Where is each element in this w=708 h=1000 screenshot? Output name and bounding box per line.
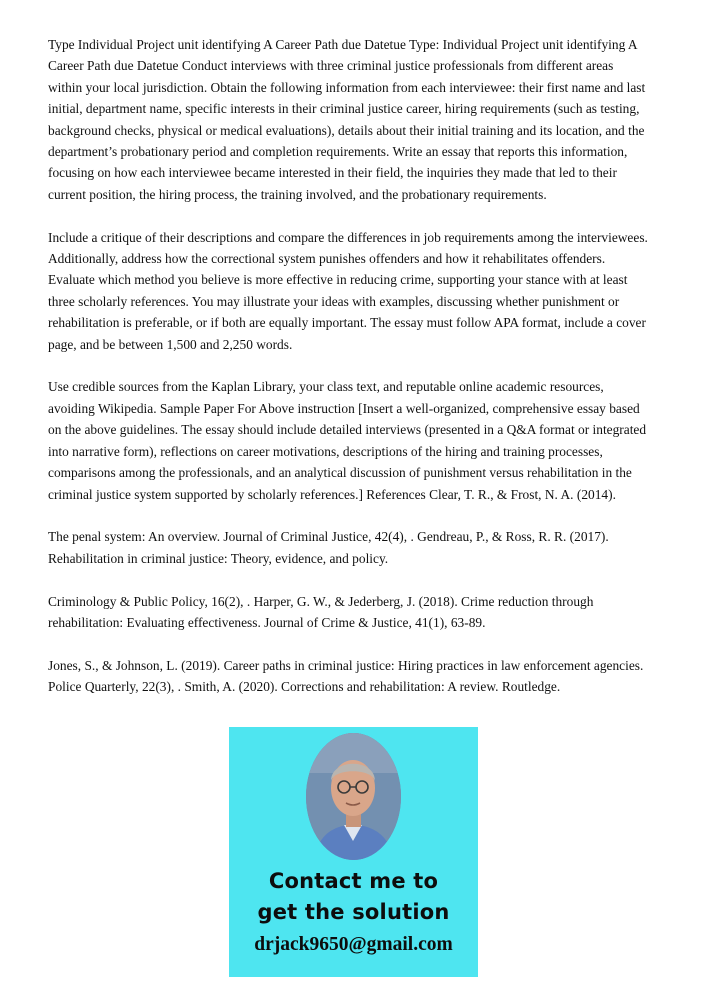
paragraph-2: Include a critique of their descriptions and compare the differences in job requirements among the interviewees. Additionally, address how the correctional system punishes offenders and how it rehabilitates offenders. Evaluate which method you believe is more effective in reducing crime, supporting your stance with at least three scholarly references. You may illustrate your ideas with examples, discussing whether punishment or rehabilitation is preferable, or if both are equally important. The essay must follow APA format, include a cover page, and be between 1,500 and 2,250 words. — [48, 229, 648, 352]
paragraph-5: Criminology & Public Policy, 16(2), . Harper, G. W., & Jederberg, J. (2018). Crime reduction through rehabilitation: Evaluating effectiveness. Journal of Crime & Justice, 41(1), 63-89. — [48, 593, 594, 630]
paragraph-4: The penal system: An overview. Journal of Criminal Justice, 42(4), . Gendreau, P., & Ross, R. R. (2017). Rehabilitation in criminal justice: Theory, evidence, and policy. — [48, 529, 609, 566]
ad-headline-line-1: Contact me to — [268, 869, 439, 893]
avatar-photo — [306, 733, 401, 860]
ad-headline-line-2: get the solution — [257, 900, 450, 924]
contact-email-link[interactable]: drjack9650@gmail.com — [254, 934, 453, 955]
paragraph-1: Type Individual Project unit identifying A Career Path due Datetue Type: Individual Project unit identifying A Career Path due Datetue Conduct interviews with three criminal justice professionals from different areas within your local jurisdiction. Obtain the following information from each interviewee: their first name and last initial, department name, specific interests in their criminal justice career, hiring requirements (such as testing, background checks, physical or medical evaluations), details about their initial training and its location, and the department’s probationary period and completion requirements. Write an essay that reports this information, focusing on how each interviewee became interested in their field, the inquiries they made that led to their current position, the hiring process, the training involved, and the probationary requirements. — [48, 37, 646, 202]
paragraph-6: Jones, S., & Johnson, L. (2019). Career paths in criminal justice: Hiring practices in law enforcement agencies. Police Quarterly, 22(3), . Smith, A. (2020). Corrections and rehabilitation: A review. Routledge. — [48, 657, 644, 695]
contact-ad-banner[interactable] — [229, 727, 478, 977]
portrait-icon — [306, 733, 401, 860]
document-body — [48, 34, 648, 719]
paragraph-3: Use credible sources from the Kaplan Library, your class text, and reputable online academic resources, avoiding Wikipedia. Sample Paper For Above instruction [Insert a well-organized, comprehensive essay based on the above guidelines. The essay should include detailed interviews (presented in a Q&A format or integrated into narrative form), reflections on career motivations, descriptions of the hiring and training processes, comparisons among the professionals, and an analytical discussion of punishment versus rehabilitation in the criminal justice system supported by scholarly references.] References Clear, T. R., & Frost, N. A. (2014). — [48, 379, 647, 502]
